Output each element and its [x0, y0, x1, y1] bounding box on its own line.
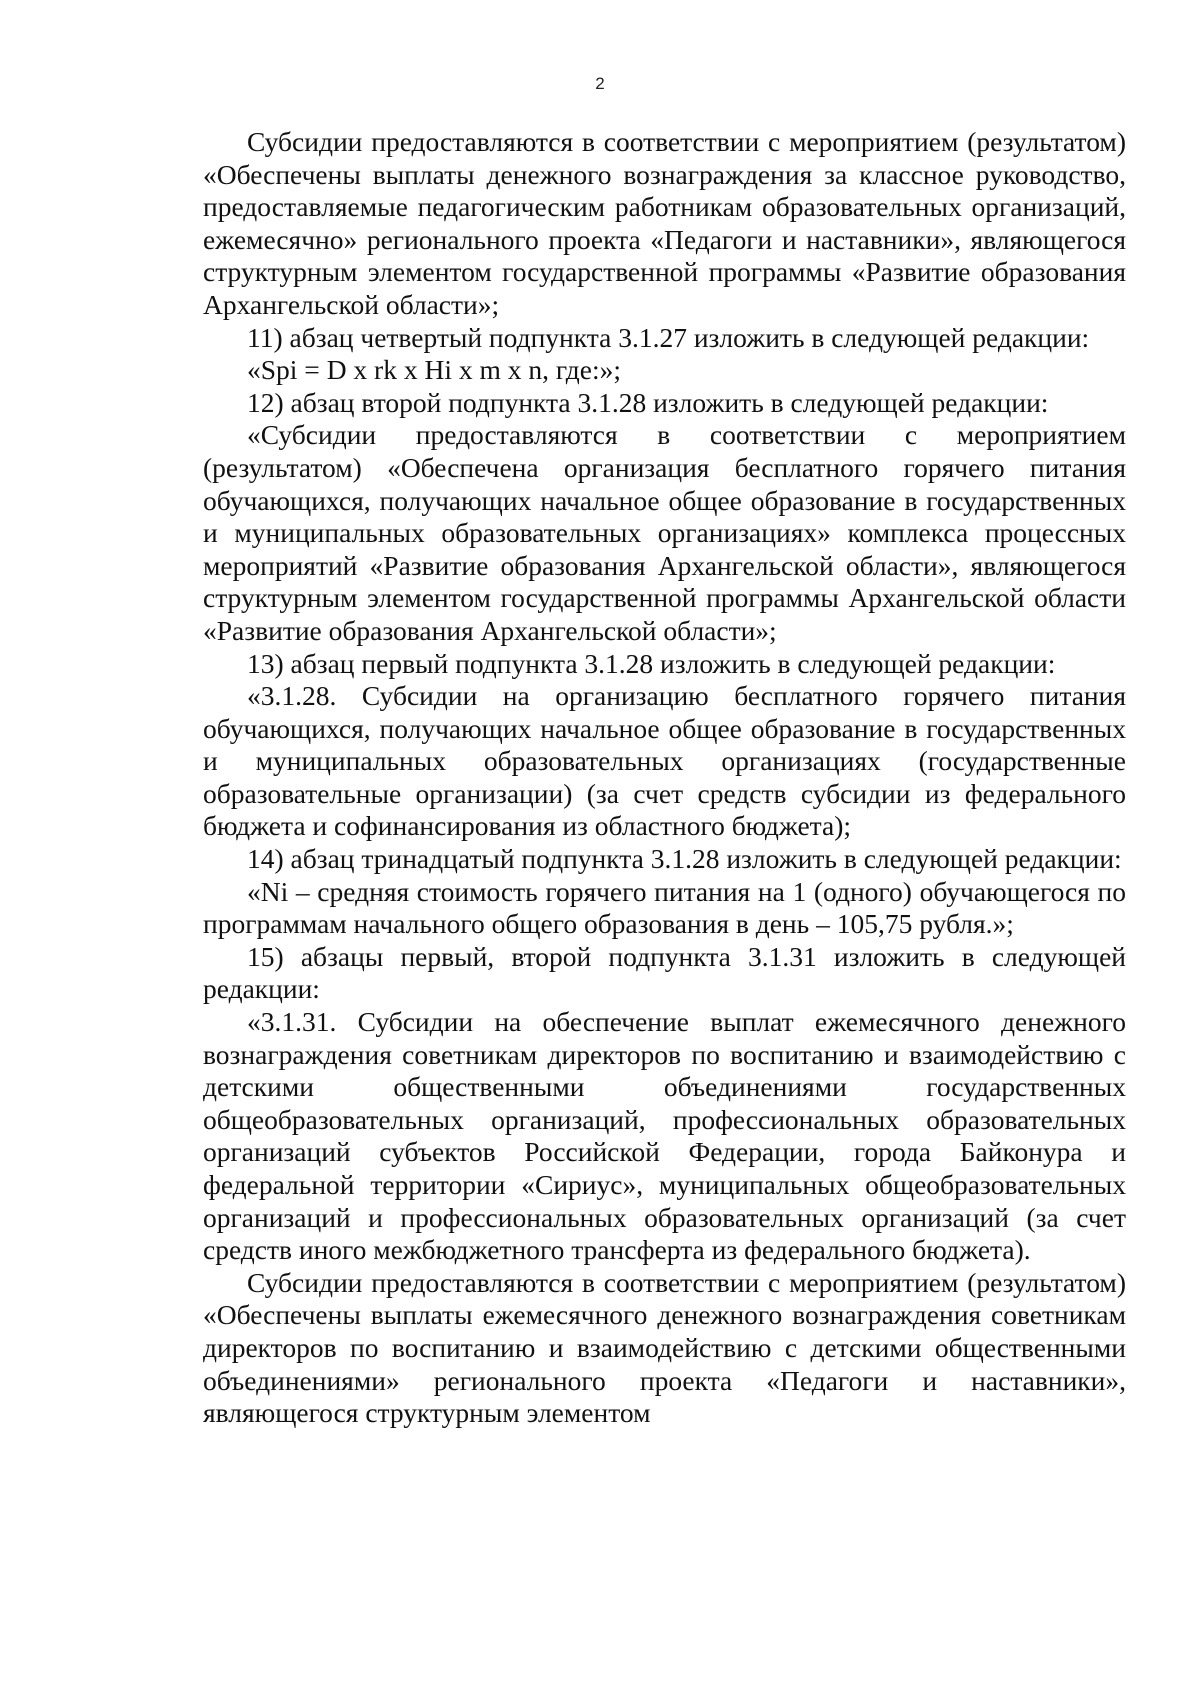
paragraph-item-14: 14) абзац тринадцатый подпункта 3.1.28 изложить в следующей редакции: [247, 843, 1122, 875]
paragraph-subsidies-advisors: Субсидии предоставляются в соответствии с мероприятием (результатом) «Обеспечены выплаты ежемесячного денежного вознаграждения советникам директоров по воспитанию и взаимодействию с детскими общественными объединениями» регионального проекта «Педагоги и наставники», являющегося структурным элементом [203, 1266, 1126, 1429]
paragraph-subsidies-class-guidance: Субсидии предоставляются в соответствии с мероприятием (результатом) «Обеспечены выплаты денежного вознаграждения за классное руководство, предоставляемые педагогическим работникам образовательных организаций, ежемесячно» регионального проекта «Педагоги и наставники», являющегося структурным элементом государственной программы «Развитие образования Архангельской области»; [203, 126, 1126, 320]
paragraph-item-13: 13) абзац первый подпункта 3.1.28 изложить в следующей редакции: [247, 647, 1056, 679]
paragraph-subsidies-hot-meals: «Субсидии предоставляются в соответствии с мероприятием (результатом) «Обеспечена организация бесплатного горячего питания обучающихся, получающих начальное общее образование в государственных и муниципальных образовательных организациях» комплекса процессных мероприятий «Развитие образования Архангельской области», являющегося структурным элементом государственной программы Архангельской области «Развитие образования Архангельской области»; [203, 419, 1126, 646]
paragraph-item-11: 11) абзац четвертый подпункта 3.1.27 изложить в следующей редакции: [247, 321, 1090, 353]
paragraph-item-15: 15) абзацы первый, второй подпункта 3.1.31 изложить в следующей редакции: [203, 940, 1126, 1005]
document-body [203, 126, 1126, 1430]
paragraph-3-1-31: «3.1.31. Субсидии на обеспечение выплат ежемесячного денежного вознаграждения советникам директоров по воспитанию и взаимодействию с детскими общественными объединениями государственных общеобразовательных организаций, профессиональных образовательных организаций субъектов Российской Федерации, города Байконура и федеральной территории «Сириус», муниципальных общеобразовательных организаций и профессиональных образовательных организаций (за счет средств иного межбюджетного трансферта из федерального бюджета). [203, 1006, 1126, 1266]
paragraph-item-12: 12) абзац второй подпункта 3.1.28 изложить в следующей редакции: [247, 386, 1049, 418]
paragraph-spi-formula: «Spi = D x rk x Hi x m x n, где:»; [247, 354, 621, 386]
page-number: 2 [595, 74, 605, 93]
paragraph-3-1-28: «3.1.28. Субсидии на организацию бесплатного горячего питания обучающихся, получающих начальное общее образование в государственных и муниципальных образовательных организациях (государственные образовательные организации) (за счет средств субсидии из федерального бюджета и софинансирования из областного бюджета); [203, 680, 1126, 842]
paragraph-ni-definition: «Ni – средняя стоимость горячего питания на 1 (одного) обучающегося по программам начального общего образования в день – 105,75 рубля.»; [203, 875, 1126, 940]
